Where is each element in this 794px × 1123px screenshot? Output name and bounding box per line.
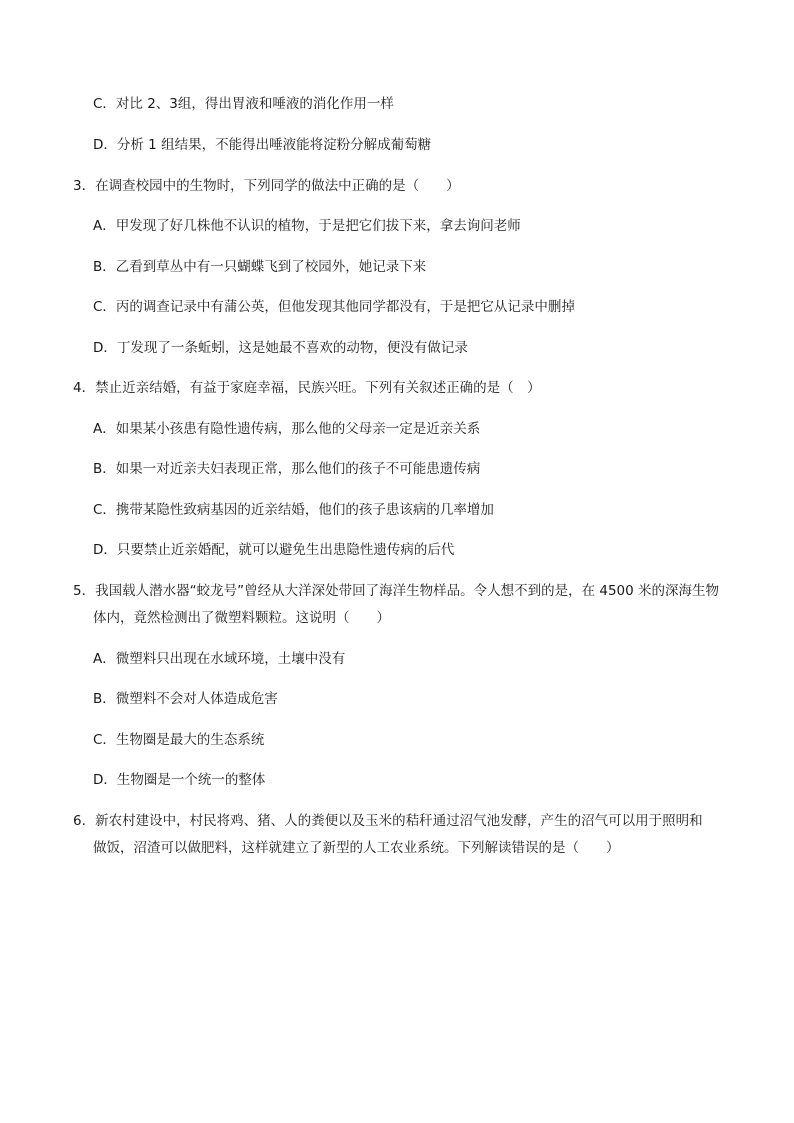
question-3-option-a: A．甲发现了好几株他不认识的植物，于是把它们拔下来，拿去询问老师 — [93, 218, 521, 234]
question-5-option-d: D．生物圈是一个统一的整体 — [93, 772, 266, 788]
question-5-stem-line-1: 5．我国载人潜水器“蛟龙号”曾经从大洋深处带回了海洋生物样品。令人想不到的是，在 4500 米的深海生物 — [73, 583, 720, 599]
question-4-option-c: C．携带某隐性致病基因的近亲结婚，他们的孩子患该病的几率增加 — [93, 502, 494, 518]
question-3-option-d: D．丁发现了一条蚯蚓，这是她最不喜欢的动物，便没有做记录 — [93, 340, 468, 356]
question-5-option-c: C．生物圈是最大的生态系统 — [93, 732, 265, 748]
question-6-stem-line-1: 6．新农村建设中，村民将鸡、猪、人的粪便以及玉米的秸秆通过沼气池发酵，产生的沼气可以用于照明和 — [73, 813, 703, 829]
question-5-option-a: A．微塑料只出现在水域环境，土壤中没有 — [93, 651, 346, 667]
option-c-prev: C．对比 2、3组，得出胃液和唾液的消化作用一样 — [93, 96, 394, 112]
question-5-stem-line-2: 体内，竟然检测出了微塑料颗粒。这说明（ ） — [93, 610, 390, 626]
question-6-stem-line-2: 做饭，沼渣可以做肥料，这样就建立了新型的人工农业系统。下列解读错误的是（ ） — [93, 840, 620, 856]
question-4-option-b: B．如果一对近亲夫妇表现正常，那么他们的孩子不可能患遗传病 — [93, 461, 481, 477]
question-5-option-b: B．微塑料不会对人体造成危害 — [93, 691, 278, 707]
question-4-option-a: A．如果某小孩患有隐性遗传病，那么他的父母亲一定是近亲关系 — [93, 421, 481, 437]
option-d-prev: D．分析 1 组结果，不能得出唾液能将淀粉分解成葡萄糖 — [93, 137, 432, 153]
question-3-option-c: C．丙的调查记录中有蒲公英，但他发现其他同学都没有，于是把它从记录中删掉 — [93, 299, 575, 315]
question-3-option-b: B．乙看到草丛中有一只蝴蝶飞到了校园外，她记录下来 — [93, 259, 427, 275]
question-3-stem: 3．在调查校园中的生物时，下列同学的做法中正确的是（ ） — [73, 178, 460, 194]
question-4-option-d: D．只要禁止近亲婚配，就可以避免生出患隐性遗传病的后代 — [93, 542, 455, 558]
question-4-stem: 4．禁止近亲结婚，有益于家庭幸福，民族兴旺。下列有关叙述正确的是（ ） — [73, 380, 541, 396]
